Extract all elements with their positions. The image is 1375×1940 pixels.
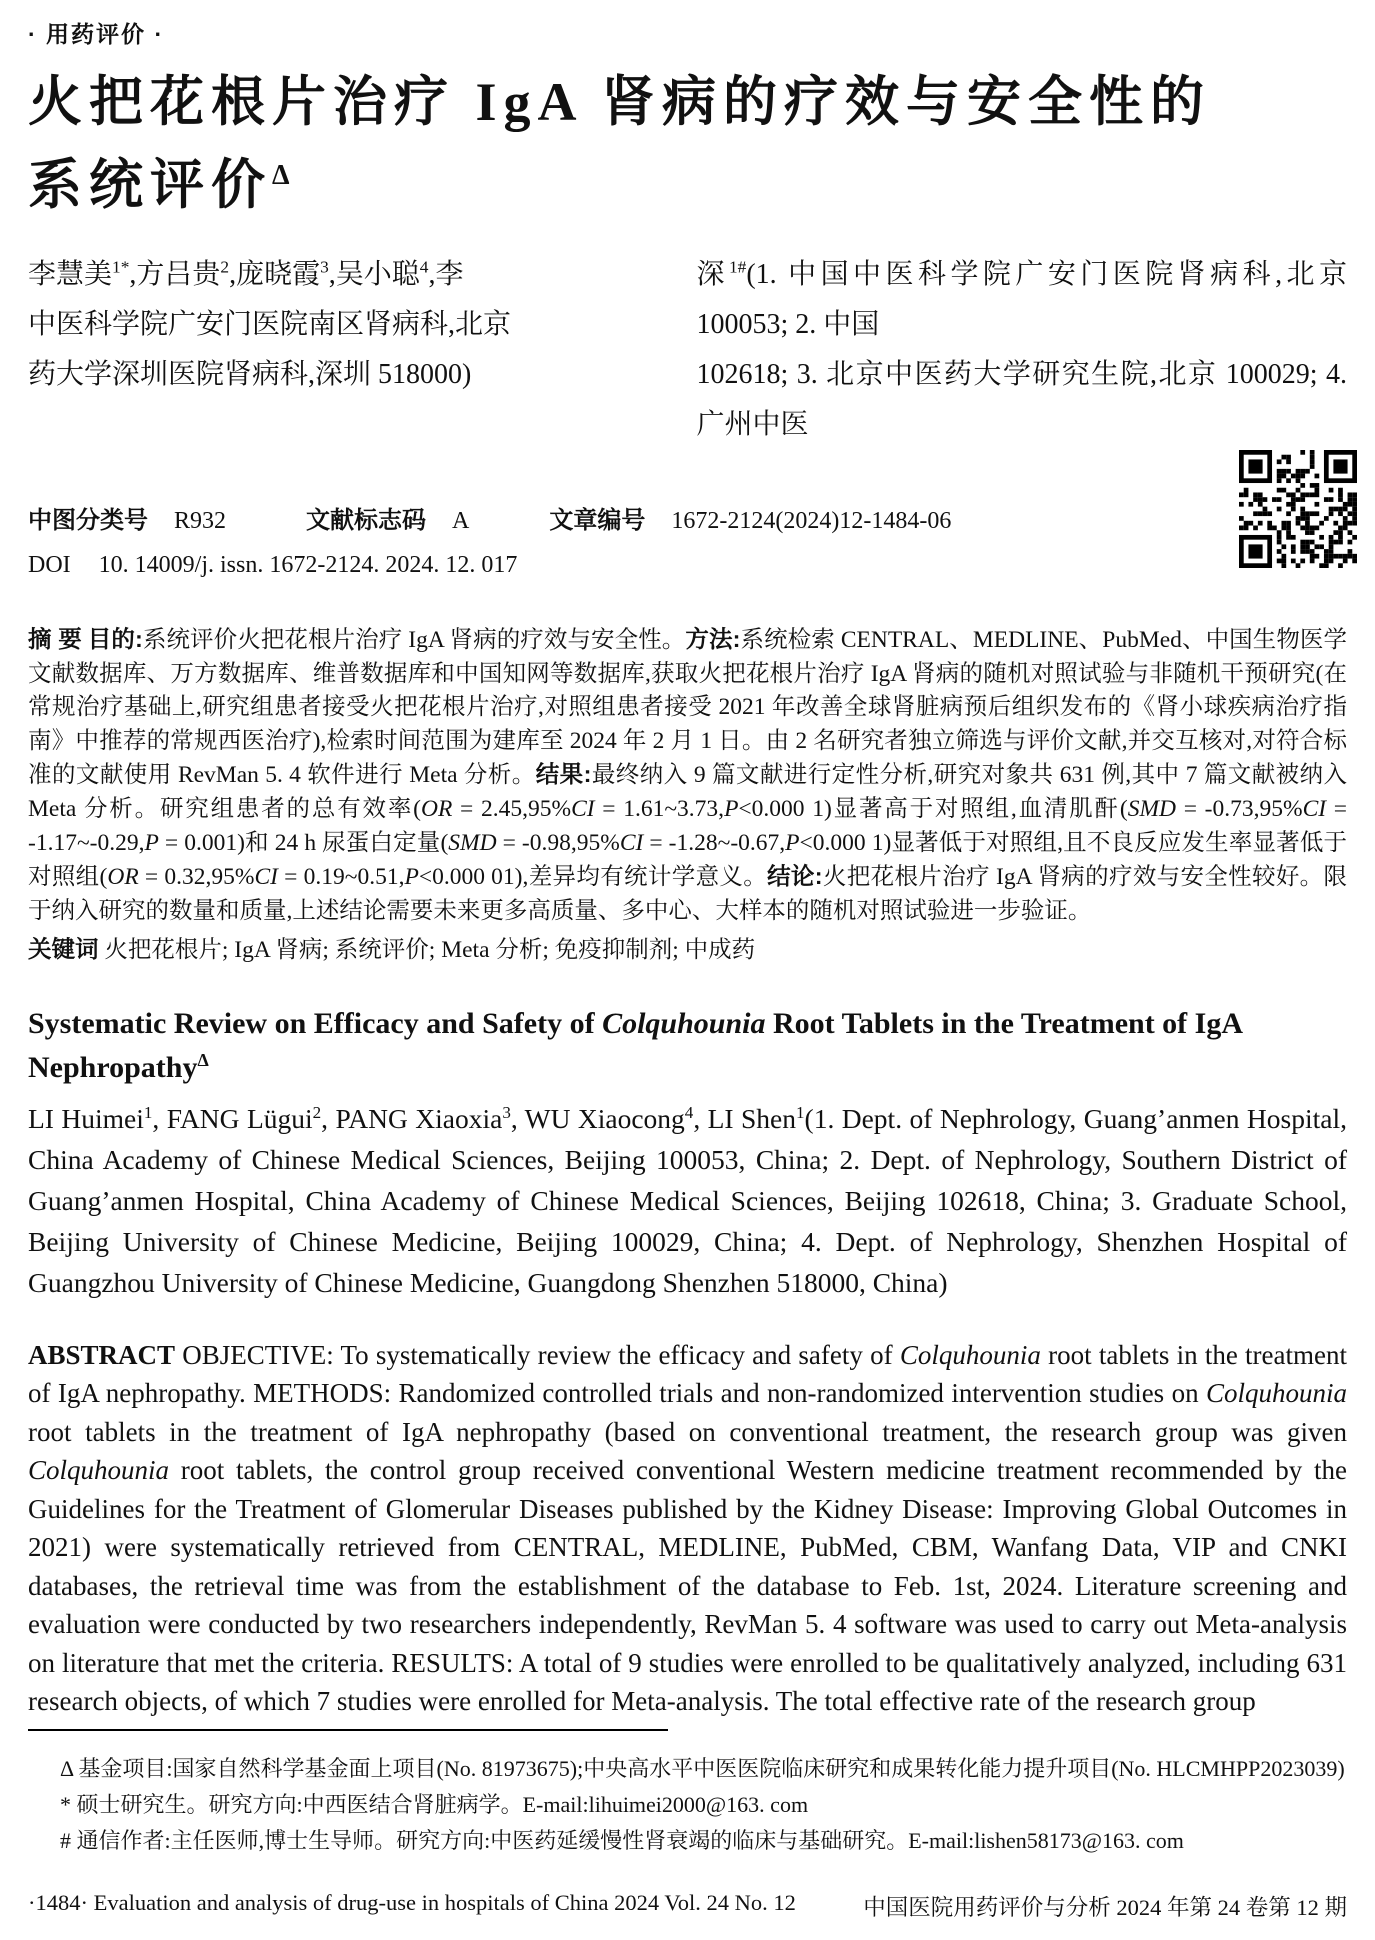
text-segment: ABSTRACT <box>28 1339 176 1370</box>
text-segment: CI <box>254 864 278 891</box>
footnote-divider <box>28 1729 668 1731</box>
article-no-label: 文章编号 <box>549 507 646 534</box>
text-segment: 目的: <box>87 626 143 652</box>
text-segment: 李慧美 <box>28 259 113 290</box>
text-segment: 中医科学院广安门医院南区肾病科,北京 <box>28 309 512 340</box>
title-cn-line1: 火把花根片治疗 IgA 肾病的疗效与安全性的 <box>28 72 1212 132</box>
text-segment: 摘 要 <box>28 626 82 652</box>
abstract-cn <box>28 623 1347 928</box>
qr-code <box>1239 450 1357 568</box>
doc-code-label: 文献标志码 <box>306 507 427 534</box>
authors-cn-line <box>28 300 655 350</box>
footnote-corresponding-author: # 通信作者:主任医师,博士生导师。研究方向:中医药延缓慢性肾衰竭的临床与基础研究。E-mail:lishen58173@163. com <box>60 1827 1184 1853</box>
text-segment: CI <box>619 829 644 856</box>
text-segment: 结果: <box>535 761 592 788</box>
footnote-first-author: * 硕士研究生。研究方向:中西医结合肾脏病学。E-mail:lihuimei2000@163. com <box>60 1791 809 1817</box>
text-segment: 4 <box>419 257 429 277</box>
text-segment: 火把花根片; IgA 肾病; 系统评价; Meta 分析; 免疫抑制剂; 中成药 <box>98 937 756 964</box>
footnotes <box>28 1751 1347 1859</box>
text-segment: = 1.61~3.73, <box>594 795 725 822</box>
text-segment: = -1.17~-0.29, <box>28 795 1348 856</box>
text-segment: ,方吕贵 <box>129 259 221 290</box>
article-title-en <box>28 1002 1347 1090</box>
text-segment: CI <box>571 795 595 822</box>
text-segment: 关键词 <box>28 936 99 963</box>
text-segment: <0.000 1)显著低于对照组,且不良反应发生率显著低于对照组( <box>28 829 1348 891</box>
text-segment: 1* <box>112 257 130 277</box>
text-segment: 1 <box>143 1102 153 1122</box>
clc-label: 中图分类号 <box>28 507 148 534</box>
text-segment: Δ <box>197 1049 209 1070</box>
text-segment: Colquhounia <box>28 1455 170 1486</box>
text-segment: = -0.73,95% <box>1176 795 1303 822</box>
text-segment: 系统检索 CENTRAL、MEDLINE、PubMed、中国生物医学文献数据库、万方数据库、维普数据库和中国知网等数据库,获取火把花根片治疗 IgA 肾病的随机对照试验与非随机干预研究(在常规治疗基础上,研究组患者接受火把花根片治疗,对照组患者接受 2021 年改善全球肾脏病预后组织发布的《肾小球疾病治疗指南》中推荐的常规西医治疗),检索时间范围为建库至 2024 年 2 月 1 日。由 2 名研究者独立筛选与评价文献,并交互核对,对符合标准的文献使用 RevMan 5. 4 软件进行 Meta 分析。 <box>28 627 1348 789</box>
doi-line <box>28 552 1347 579</box>
text-segment: 药大学深圳医院肾病科,深圳 518000) <box>28 359 472 390</box>
text-segment: LI Huimei <box>28 1102 144 1134</box>
doc-code-value: A <box>452 508 470 534</box>
text-segment: (1. 中国中医科学院广安门医院肾病科,北京 100053; 2. 中国 <box>696 259 1347 340</box>
text-segment: CI <box>1302 795 1327 822</box>
title-funding-marker: Δ <box>272 160 290 191</box>
classification-line <box>28 500 1347 535</box>
text-segment: P <box>785 829 800 856</box>
text-segment: Colquhounia <box>899 1339 1041 1370</box>
text-segment: OR <box>107 864 139 891</box>
authors-cn-line <box>697 350 1347 450</box>
keywords-cn <box>28 933 1347 968</box>
text-segment: 方法: <box>685 626 741 652</box>
authors-cn-line <box>28 250 655 300</box>
text-segment: 2 <box>312 1102 322 1122</box>
text-segment: <0.000 01),差异均有统计学意义。 <box>418 864 768 891</box>
text-segment: Systematic Review on Efficacy and Safety of <box>28 1006 603 1040</box>
text-segment: Colquhounia <box>602 1006 766 1040</box>
authors-cn-line <box>697 250 1347 350</box>
abstract-en <box>28 1336 1347 1721</box>
text-segment: 1 <box>796 1102 805 1122</box>
text-segment: <0.000 1)显著高于对照组,血清肌酐( <box>738 795 1128 822</box>
text-segment: = -1.28~-0.67, <box>643 829 786 856</box>
text-segment: 深 <box>696 259 729 290</box>
section-label: · 用药评价 · <box>28 21 165 47</box>
text-segment: , WU Xiaocong <box>510 1102 685 1134</box>
text-segment: , FANG Lügui <box>152 1102 313 1134</box>
text-segment: SMD <box>448 829 497 856</box>
text-segment: ,李 <box>428 259 464 290</box>
text-segment: 火把花根片治疗 IgA 肾病的疗效与安全性较好。限于纳入研究的数量和质量,上述结论需要未来更多高质量、多中心、大样本的随机对照试验进一步验证。 <box>28 864 1348 924</box>
text-segment: = -0.98,95% <box>496 829 620 856</box>
authors-cn-column-2 <box>697 250 1347 450</box>
text-segment: OBJECTIVE: To systematically review the efficacy and safety of <box>175 1339 900 1370</box>
footer-journal-cn: 中国医院用药评价与分析 2024 年第 24 卷第 12 期 <box>863 1895 1347 1920</box>
title-cn-line2: 系统评价 <box>28 155 272 215</box>
text-segment: = 0.32,95% <box>138 864 255 891</box>
authors-affiliations-en <box>28 1098 1347 1303</box>
article-meta <box>28 500 1347 579</box>
text-segment: = 2.45,95% <box>452 795 572 822</box>
page-footer <box>28 1890 1347 1922</box>
text-segment: 1# <box>728 257 747 277</box>
text-segment: Colquhounia <box>1205 1378 1347 1409</box>
article-no-value: 1672-2124(2024)12-1484-06 <box>671 508 952 534</box>
text-segment: P <box>724 795 739 822</box>
text-segment: 3 <box>502 1102 511 1122</box>
text-segment: SMD <box>1127 795 1176 822</box>
text-segment: , LI Shen <box>693 1102 797 1134</box>
footer-page-journal-en: ·1484· Evaluation and analysis of drug-use in hospitals of China 2024 Vol. 24 No. 12 <box>28 1890 796 1915</box>
footnote-funding: Δ 基金项目:国家自然科学基金面上项目(No. 81973675);中央高水平中医医院临床研究和成果转化能力提升项目(No. HLCMHPP2023039) <box>60 1755 1345 1781</box>
text-segment: OR <box>421 795 453 822</box>
text-segment: root tablets in the treatment of IgA nephropathy (based on conventional treatment, the research group was given <box>28 1416 1347 1447</box>
text-segment: (1. Dept. of Nephrology, Guang’anmen Hospital, China Academy of Chinese Medical Sciences, Beijing 100053, China; 2. Dept. of Nephrology, Southern District of Guang’anmen Hospital, China Academy of Chinese Medical Sciences, Beijing 102618, China; 3. Graduate School, Beijing University of Chinese Medicine, Beijing 100029, China; 4. Dept. of Nephrology, Shenzhen Hospital of Guangzhou University of Chinese Medicine, Guangdong Shenzhen 518000, China) <box>28 1102 1347 1298</box>
article-title-cn <box>28 65 1347 222</box>
text-segment: 系统评价火把花根片治疗 IgA 肾病的疗效与安全性。 <box>142 627 686 653</box>
text-segment: root tablets, the control group received conventional Western medicine treatment recommended by the Guidelines for the Treatment of Glomerular Diseases published by the Kidney Disease: Improving Global Outcomes in 2021) were systematically retrieved from CENTRAL, MEDLINE, PubMed, CBM, Wanfang Data, VIP and CNKI databases, the retrieval time was from the establishment of the database to Feb. 1st, 2024. Literature screening and evaluation were conducted by two researchers independently, RevMan 5. 4 software was used to carry out Meta-analysis on literature that met the criteria. RESULTS: A total of 9 studies were enrolled to be qualitatively analyzed, including 631 research objects, of which 7 studies were enrolled for Meta-analysis. The total effective rate of the research group <box>28 1455 1347 1717</box>
text-segment: 结论: <box>767 863 823 890</box>
text-segment: ,吴小聪 <box>328 259 420 290</box>
qr-code-image <box>1239 450 1357 568</box>
text-segment: 3 <box>320 257 329 277</box>
text-segment: root tablets in the treatment of IgA nephropathy. METHODS: Randomized controlled trials and non-randomized intervention studies on <box>28 1339 1347 1409</box>
text-segment: 102618; 3. 北京中医药大学研究生院,北京 100029; 4. 广州中医 <box>696 359 1347 440</box>
doi-label: DOI <box>28 552 71 578</box>
text-segment: ,庞晓霞 <box>229 259 321 290</box>
doi-value: 10. 14009/j. issn. 1672-2124. 2024. 12. 017 <box>98 552 518 578</box>
text-segment: Root Tablets in the Treatment of IgA Nephropathy <box>28 1006 1242 1084</box>
clc-value: R932 <box>174 508 227 534</box>
text-segment: P <box>144 829 159 856</box>
authors-cn-line <box>28 350 655 400</box>
text-segment: 2 <box>220 257 230 277</box>
text-segment: = 0.19~0.51, <box>277 864 405 891</box>
text-segment: 4 <box>684 1102 694 1122</box>
authors-affiliations-cn <box>28 250 1347 450</box>
text-segment: , PANG Xiaoxia <box>321 1102 503 1134</box>
authors-cn-column-1 <box>28 250 655 450</box>
text-segment: = 0.001)和 24 h 尿蛋白定量( <box>158 829 449 856</box>
text-segment: P <box>404 864 419 891</box>
text-segment: 最终纳入 9 篇文献进行定性分析,研究对象共 631 例,其中 7 篇文献被纳入 Meta 分析。研究组患者的总有效率( <box>28 762 1348 822</box>
